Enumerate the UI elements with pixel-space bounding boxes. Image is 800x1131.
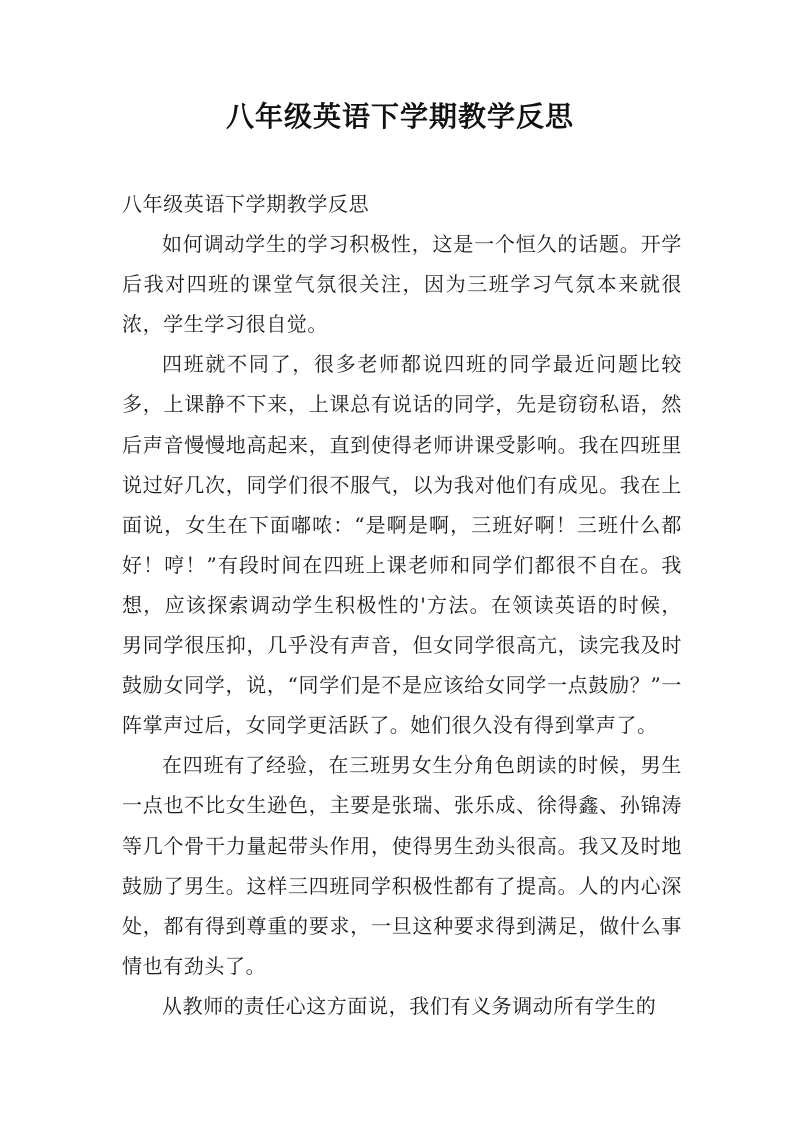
paragraph-1: 如何调动学生的学习积极性，这是一个恒久的话题。开学后我对四班的课堂气氛很关注，因为三班学习气氛本来就很浓，学生学习很自觉。 — [122, 232, 682, 337]
paragraph-4: 从教师的责任心这方面说，我们有义务调动所有学生的 — [162, 993, 657, 1018]
document-title: 八年级英语下学期教学反思 — [225, 100, 574, 133]
document-subtitle: 八年级英语下学期教学反思 — [122, 192, 370, 216]
paragraph-3: 在四班有了经验，在三班男女生分角色朗读的时候，男生一点也不比女生逊色，主要是张瑞、张乐成、徐得鑫、孙锦涛等几个骨干力量起带头作用，使得男生劲头很高。我又及时地鼓励了男生。这样三四班同学积极性都有了提高。人的内心深处，都有得到尊重的要求，一旦这种要求得到满足，做什么事情也有劲头了。 — [122, 753, 682, 978]
document-body — [122, 184, 682, 1026]
paragraph-2: 四班就不同了，很多老师都说四班的同学最近问题比较多，上课静不下来，上课总有说话的同学，先是窃窃私语，然后声音慢慢地高起来，直到使得老师讲课受影响。我在四班里说过好几次，同学们很不服气，以为我对他们有成见。我在上面说，女生在下面嘟哝：“是啊是啊，三班好啊！三班什么都好！哼！”有段时间在四班上课老师和同学们都很不自在。我想，应该探索调动学生积极性的'方法。在领读英语的时候，男同学很压抑，几乎没有声音，但女同学很高亢，读完我及时鼓励女同学，说，“同学们是不是应该给女同学一点鼓励？”一阵掌声过后，女同学更活跃了。她们很久没有得到掌声了。 — [122, 352, 682, 738]
